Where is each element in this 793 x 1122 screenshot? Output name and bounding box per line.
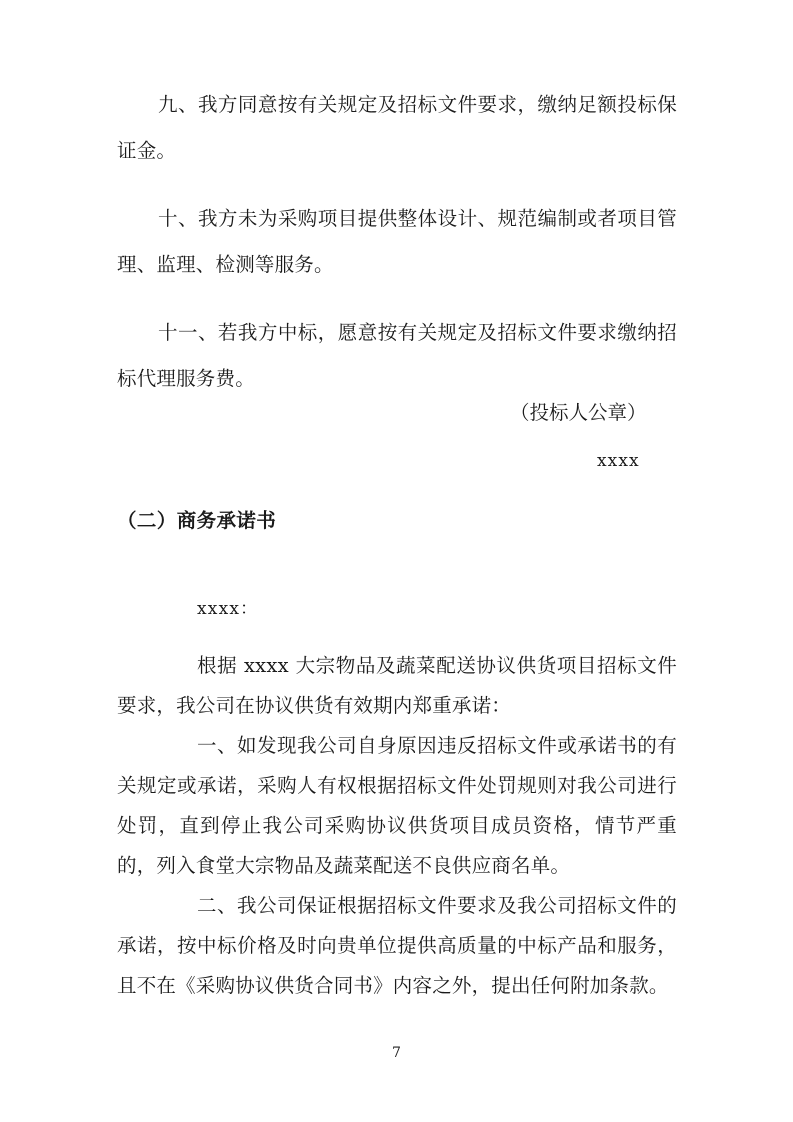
addressee-salutation: xxxx： xyxy=(197,599,259,619)
signature-block xyxy=(117,398,677,476)
business-commitment-item-1: 一、如发现我公司自身原因违反招标文件或承诺书的有关规定或承诺，采购人有权根据招标文件处罚规则对我公司进行处罚，直到停止我公司采购协议供货项目成员资格，情节严重的，列入食堂大宗物品及蔬菜配送不良供应商名单。 xyxy=(117,734,677,877)
business-commitment-intro: 根据 xxxx 大宗物品及蔬菜配送协议供货项目招标文件要求，我公司在协议供货有效期内郑重承诺： xyxy=(117,654,677,717)
commitment-paragraph-11: 十一、若我方中标，愿意按有关规定及招标文件要求缴纳招标代理服务费。 xyxy=(117,321,677,390)
bidder-stamp-label: （投标人公章） xyxy=(510,401,647,424)
commitment-paragraph-10: 十、我方未为采购项目提供整体设计、规范编制或者项目管理、监理、检测等服务。 xyxy=(117,207,677,276)
page-number: 7 xyxy=(392,1045,401,1061)
commitment-paragraph-9: 九、我方同意按有关规定及招标文件要求，缴纳足额投标保证金。 xyxy=(117,93,677,162)
business-commitment-item-2: 二、我公司保证根据招标文件要求及我公司招标文件的承诺，按中标价格及时向贵单位提供高质量的中标产品和服务，且不在《采购协议供货合同书》内容之外，提出任何附加条款。 xyxy=(117,894,677,997)
business-commitment-section xyxy=(117,594,677,1006)
section-heading-business-commitment: （二）商务承诺书 xyxy=(117,509,277,532)
commitment-list-section xyxy=(117,82,677,424)
signature-date: xxxx xyxy=(597,451,640,471)
